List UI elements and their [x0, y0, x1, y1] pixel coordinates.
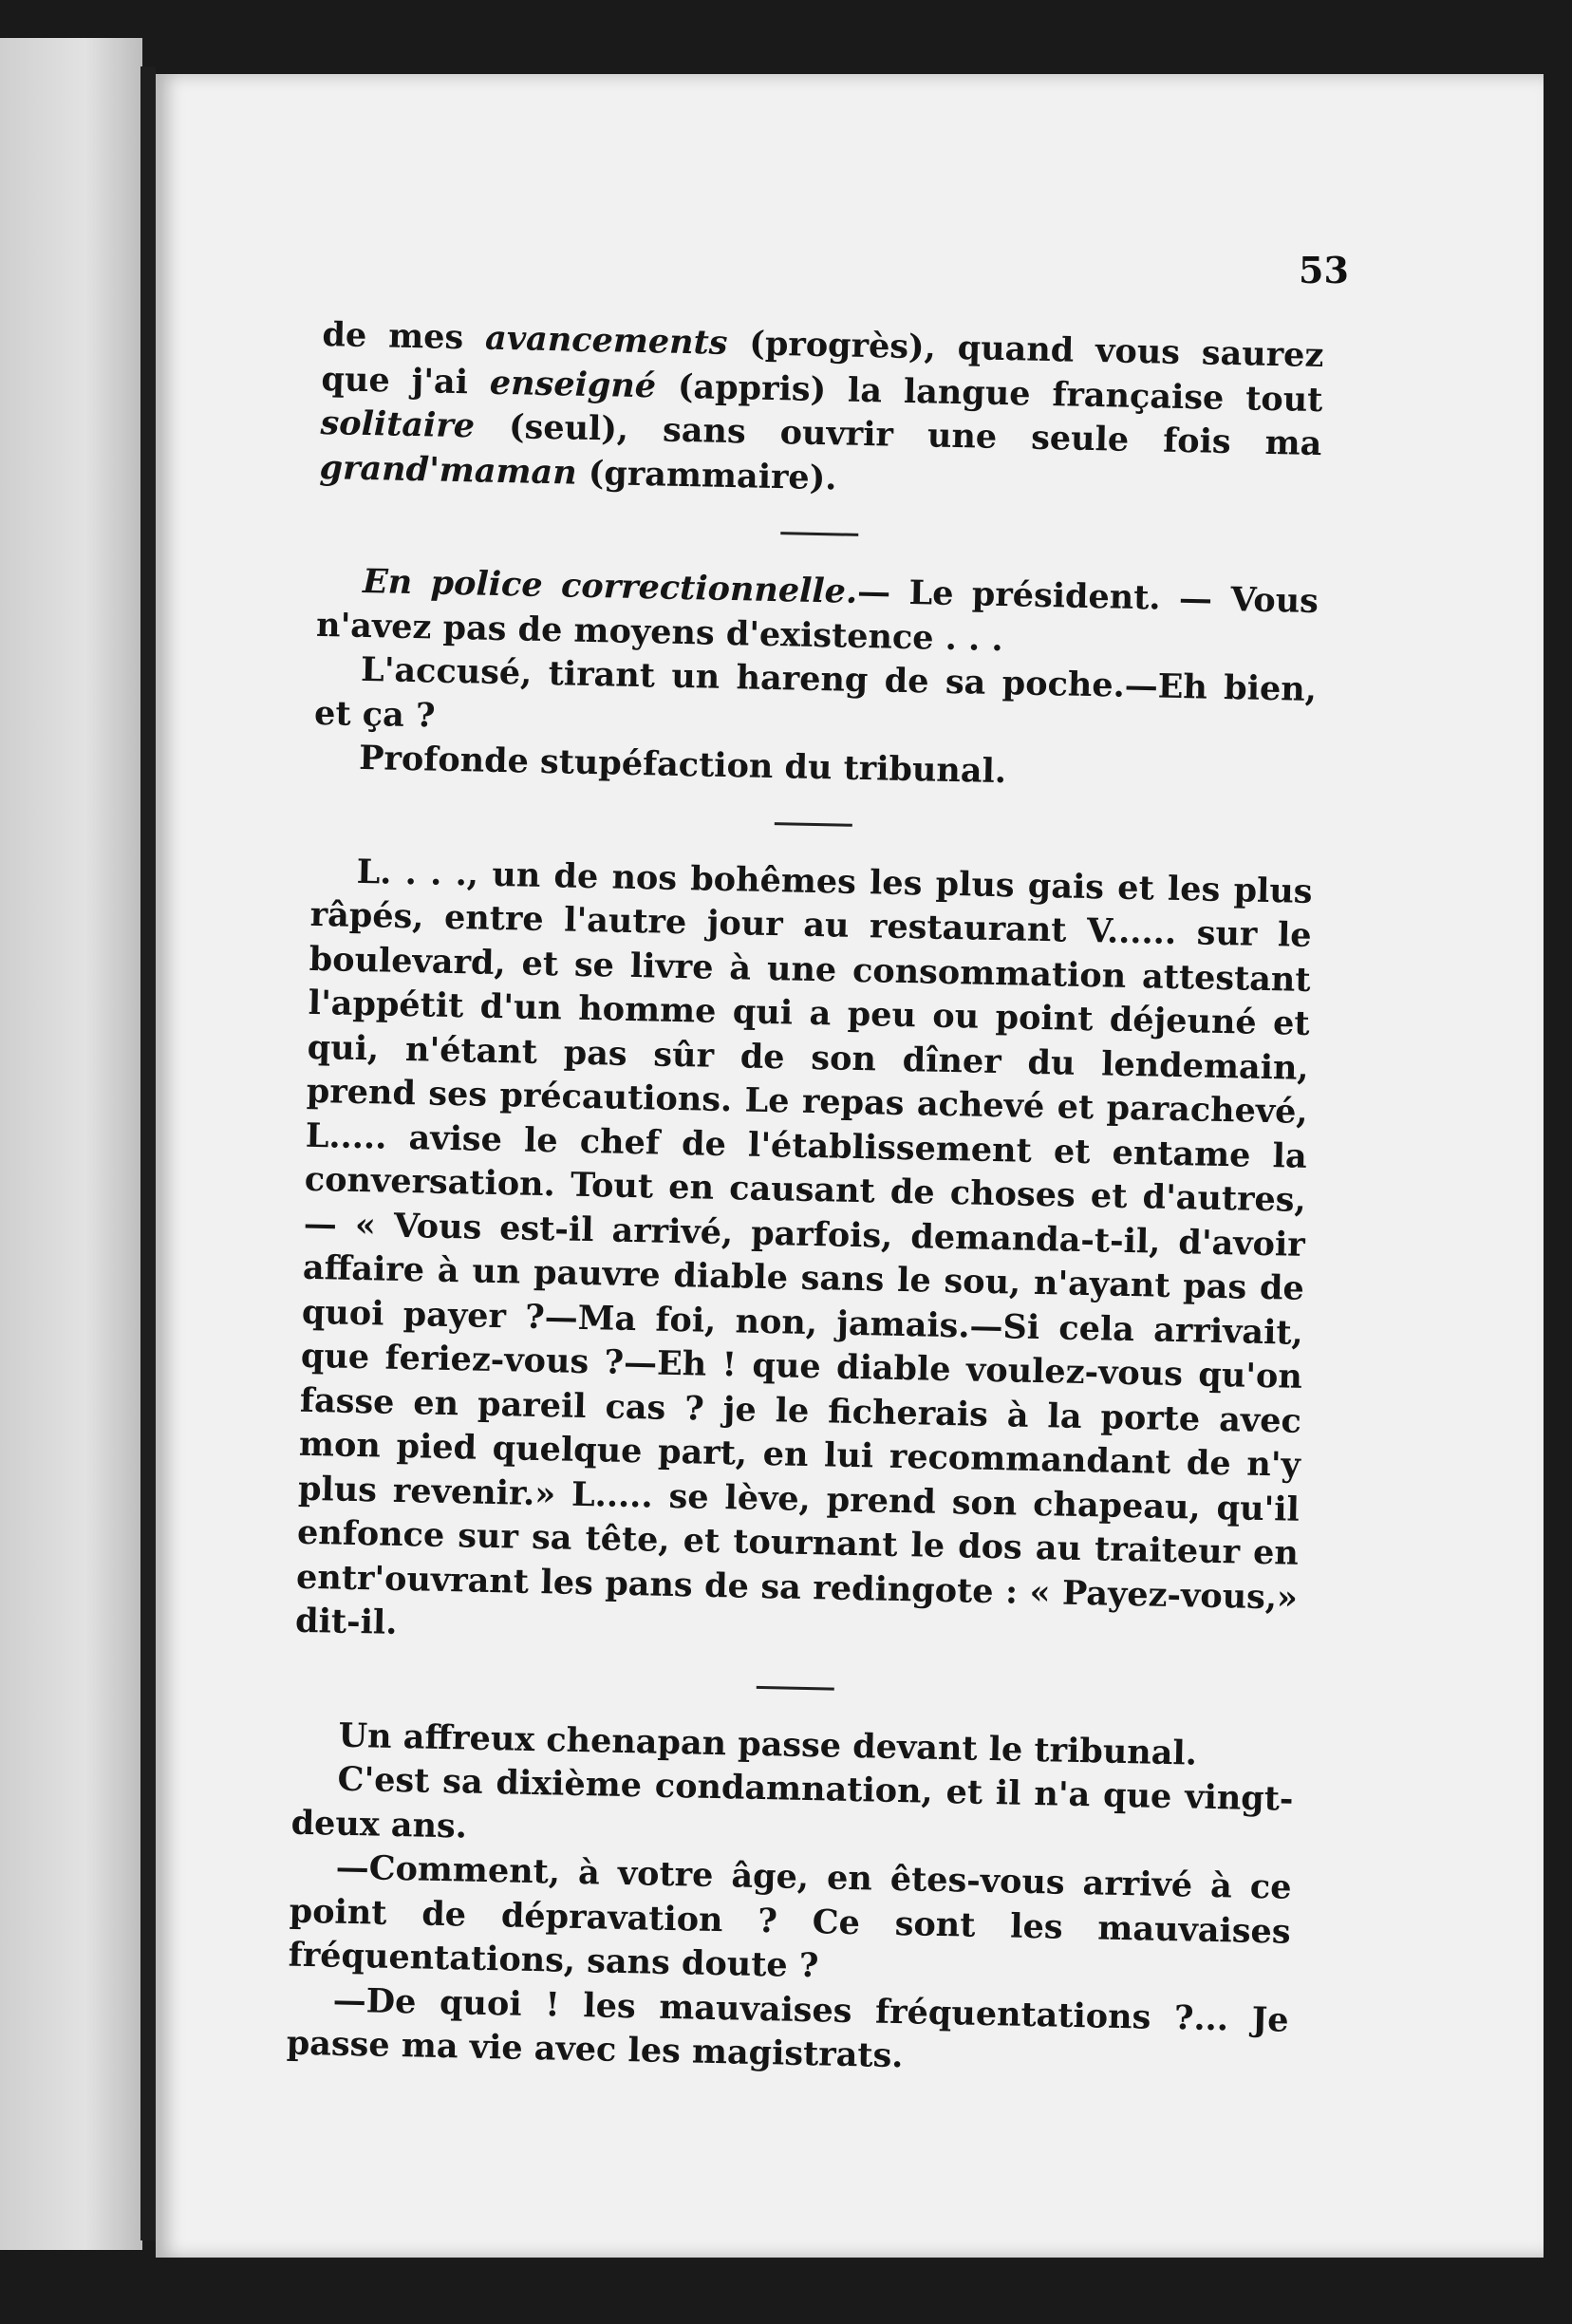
- book-spine: [140, 66, 156, 2240]
- section-separator: [774, 822, 852, 827]
- facing-page-edge: [0, 38, 142, 2250]
- section-separator: [756, 1685, 833, 1690]
- paragraph-avancements: de mes avancements (progrès), quand vous saurez que j'ai enseigné (appris) la langue française tout solitaire (seul), sans ouvrir une seule fois ma grand'maman (grammaire).: [319, 314, 1324, 497]
- paragraph-de-quoi: —De quoi ! les mauvaises fréquentations ?... Je passe ma vie avec les magistrats.: [286, 1980, 1290, 2076]
- paragraph-stupefaction: Profonde stupéfaction du tribunal.: [358, 738, 1007, 792]
- page-number: 53: [1299, 249, 1349, 291]
- paragraph-police: En police correctionnelle.— Le président. — Vous n'avez pas de moyens d'existence . . .: [315, 561, 1319, 659]
- page-text: [286, 313, 1323, 2087]
- paragraph-comment: —Comment, à votre âge, en êtes-vous arrivé à ce point de dépravation ? Ce sont les mauvaises fréquentations, sans doute ?: [288, 1847, 1292, 1986]
- section-separator: [780, 532, 858, 536]
- paragraph-chenapan: Un affreux chenapan passe devant le tribunal.: [338, 1715, 1198, 1773]
- paragraph-boheme: L. . . ., un de nos bohêmes les plus gais et les plus râpés, entre l'autre jour au restaurant V...... sur le boulevard, et se livre à une consommation attestant l'appétit d'un homme qui a peu ou point déjeuné et qui, n'étant pas sûr de son dîner du lendemain, prend ses précautions. Le repas achevé et parachevé, L..... avise le chef de l'établissement et entame la conversation. Tout en causant de choses et d'autres,— « Vous est-il arrivé, parfois, demanda-t-il, d'avoir affaire à un pauvre diable sans le sou, n'ayant pas de quoi payer ?—Ma foi, non, jamais.—Si cela arrivait, que feriez-vous ?—Eh ! que diable voulez-vous qu'on fasse en pareil cas ? je le ficherais à la porte avec mon pied quelque part, en lui recommandant de n'y plus revenir.» L..... se lève, prend son chapeau, qu'il enfonce sur sa tête, et tournant le dos au traiteur en entr'ouvrant les pans de sa redingote : « Payez-vous,» dit-il.: [294, 852, 1313, 1642]
- paragraph-accuse: L'accusé, tirant un hareng de sa poche.—Eh bien, et ça ?: [313, 649, 1318, 736]
- paragraph-condamnation: C'est sa dixième condamnation, et il n'a que vingt-deux ans.: [290, 1759, 1294, 1846]
